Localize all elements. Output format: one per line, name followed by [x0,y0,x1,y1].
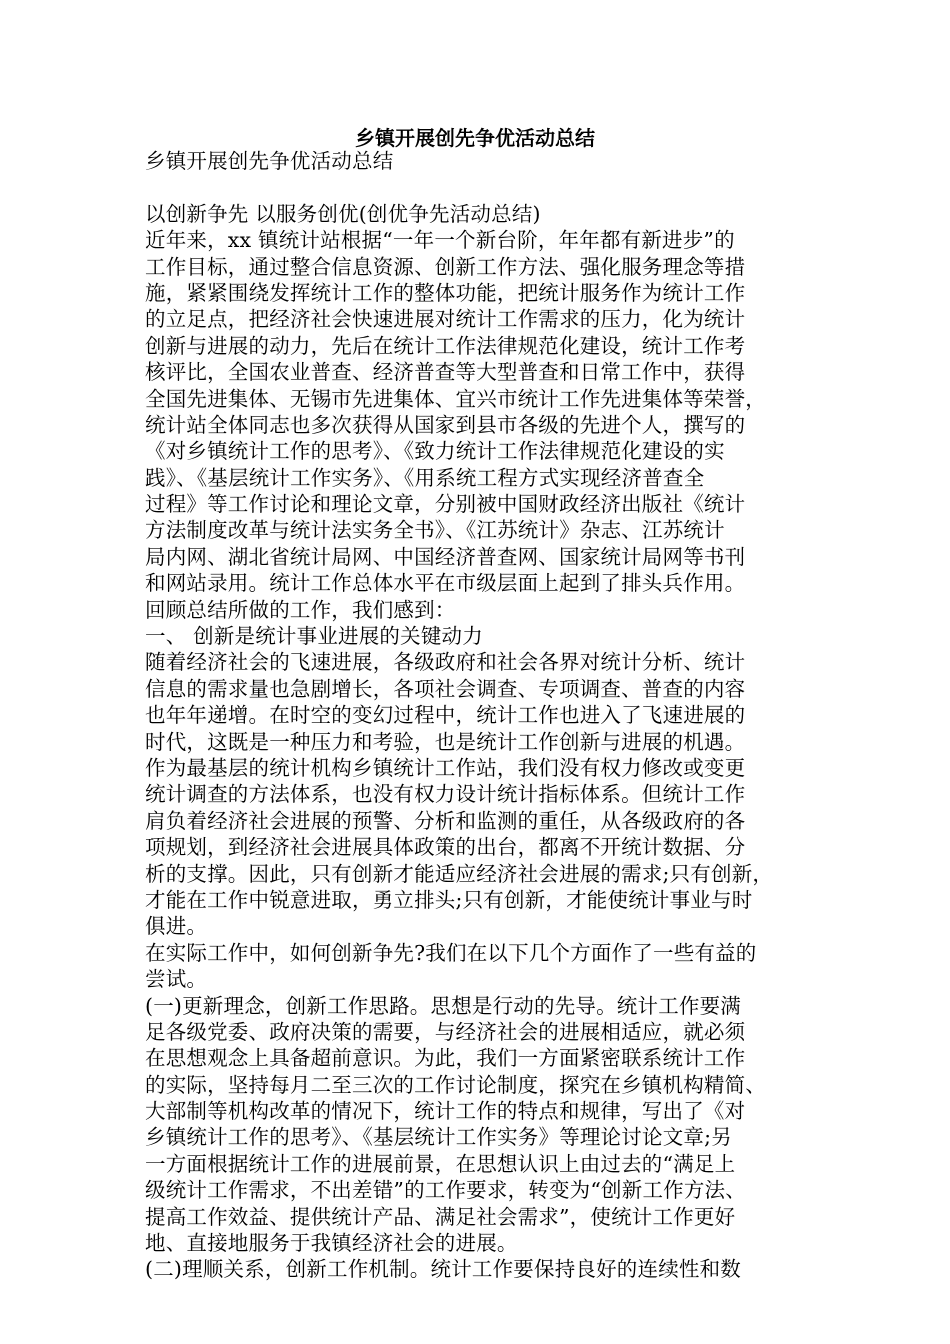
paragraph-line: 践》、《基层统计工作实务》、《用系统工程方式实现经济普查全 [145,465,705,490]
paragraph-line: 俱进。 [145,914,208,939]
paragraph-line: (二)理顺关系，创新工作机制。统计工作要保持良好的连续性和数 [145,1257,741,1282]
paragraph-line: 一、 创新是统计事业进展的关键动力 [145,624,483,649]
paragraph-line: 足各级党委、政府决策的需要，与经济社会的进展相适应，就必须 [145,1019,746,1044]
paragraph-line: 随着经济社会的飞速进展，各级政府和社会各界对统计分析、统计 [145,650,746,675]
paragraph-line: 《对乡镇统计工作的思考》、《致力统计工作法律规范化建设的实 [145,439,725,464]
paragraph-line: (一)更新理念，创新工作思路。思想是行动的先导。统计工作要满 [145,993,741,1018]
paragraph-line: 级统计工作需求，不出差错”的工作要求，转变为“创新工作方法、 [145,1178,746,1203]
paragraph-line: 方法制度改革与统计法实务全书》、《江苏统计》杂志、江苏统计 [145,518,725,543]
paragraph-line: 和网站录用。统计工作总体水平在市级层面上起到了排头兵作用。 [145,571,746,596]
paragraph-line: 回顾总结所做的工作，我们感到： [145,597,456,622]
paragraph-line: 地、直接地服务于我镇经济社会的进展。 [145,1231,518,1256]
paragraph-line: 全国先进集体、无锡市先进集体、宜兴市统计工作先进集体等荣誉， [145,386,766,411]
paragraph-line: 以创新争先 以服务创优(创优争先活动总结) [145,201,541,226]
paragraph-line: 的立足点，把经济社会快速进展对统计工作需求的压力，化为统计 [145,307,746,332]
document-body [145,148,815,1283]
paragraph-line: 作为最基层的统计机构乡镇统计工作站，我们没有权力修改或变更 [145,755,746,780]
paragraph-line: 析的支撑。因此，只有创新才能适应经济社会进展的需求;只有创新， [145,861,774,886]
paragraph-line: 工作目标，通过整合信息资源、创新工作方法、强化服务理念等措 [145,254,746,279]
blank-line [145,174,815,200]
paragraph-line: 统计调查的方法体系，也没有权力设计统计指标体系。但统计工作 [145,782,746,807]
paragraph-line: 时代，这既是一种压力和考验，也是统计工作创新与进展的机遇。 [145,729,746,754]
subtitle-line: 乡镇开展创先争优活动总结 [145,149,394,173]
document-title: 乡镇开展创先争优活动总结 [355,126,595,150]
paragraph-line: 在实际工作中，如何创新争先?我们在以下几个方面作了一些有益的 [145,940,757,965]
paragraph-line: 尝试。 [145,967,208,992]
paragraph-line: 过程》等工作讨论和理论文章，分别被中国财政经济出版社《统计 [145,492,746,517]
paragraph-line: 项规划，到经济社会进展具体政策的出台，都离不开统计数据、分 [145,835,746,860]
paragraph-line: 核评比，全国农业普查、经济普查等大型普查和日常工作中，获得 [145,360,746,385]
paragraph-line: 信息的需求量也急剧增长，各项社会调查、专项调查、普查的内容 [145,676,746,701]
paragraph-line: 一方面根据统计工作的进展前景，在思想认识上由过去的“满足上 [145,1151,736,1176]
paragraph-line: 才能在工作中锐意进取，勇立排头;只有创新，才能使统计事业与时 [145,887,753,912]
paragraph-line: 近年来，xx 镇统计站根据“一年一个新台阶，年年都有新进步”的 [145,228,735,253]
paragraph-line: 在思想观念上具备超前意识。为此，我们一方面紧密联系统计工作 [145,1046,746,1071]
paragraph-line: 乡镇统计工作的思考》、《基层统计工作实务》等理论讨论文章;另 [145,1125,732,1150]
paragraph-line: 大部制等机构改革的情况下，统计工作的特点和规律，写出了《对 [145,1099,746,1124]
paragraph-line: 的实际，坚持每月二至三次的工作讨论制度，探究在乡镇机构精简、 [145,1072,766,1097]
paragraph-line: 局内网、湖北省统计局网、中国经济普查网、国家统计局网等书刊 [145,544,746,569]
paragraph-line: 创新与进展的动力，先后在统计工作法律规范化建设，统计工作考 [145,333,746,358]
paragraph-line: 提高工作效益、提供统计产品、满足社会需求”，使统计工作更好 [145,1204,736,1229]
paragraph-line: 施，紧紧围绕发挥统计工作的整体功能，把统计服务作为统计工作 [145,280,746,305]
paragraph-line: 肩负着经济社会进展的预警、分析和监测的重任，从各级政府的各 [145,808,746,833]
paragraph-line: 也年年递增。在时空的变幻过程中，统计工作也进入了飞速进展的 [145,703,746,728]
paragraph-line: 统计站全体同志也多次获得从国家到县市各级的先进个人，撰写的 [145,412,746,437]
